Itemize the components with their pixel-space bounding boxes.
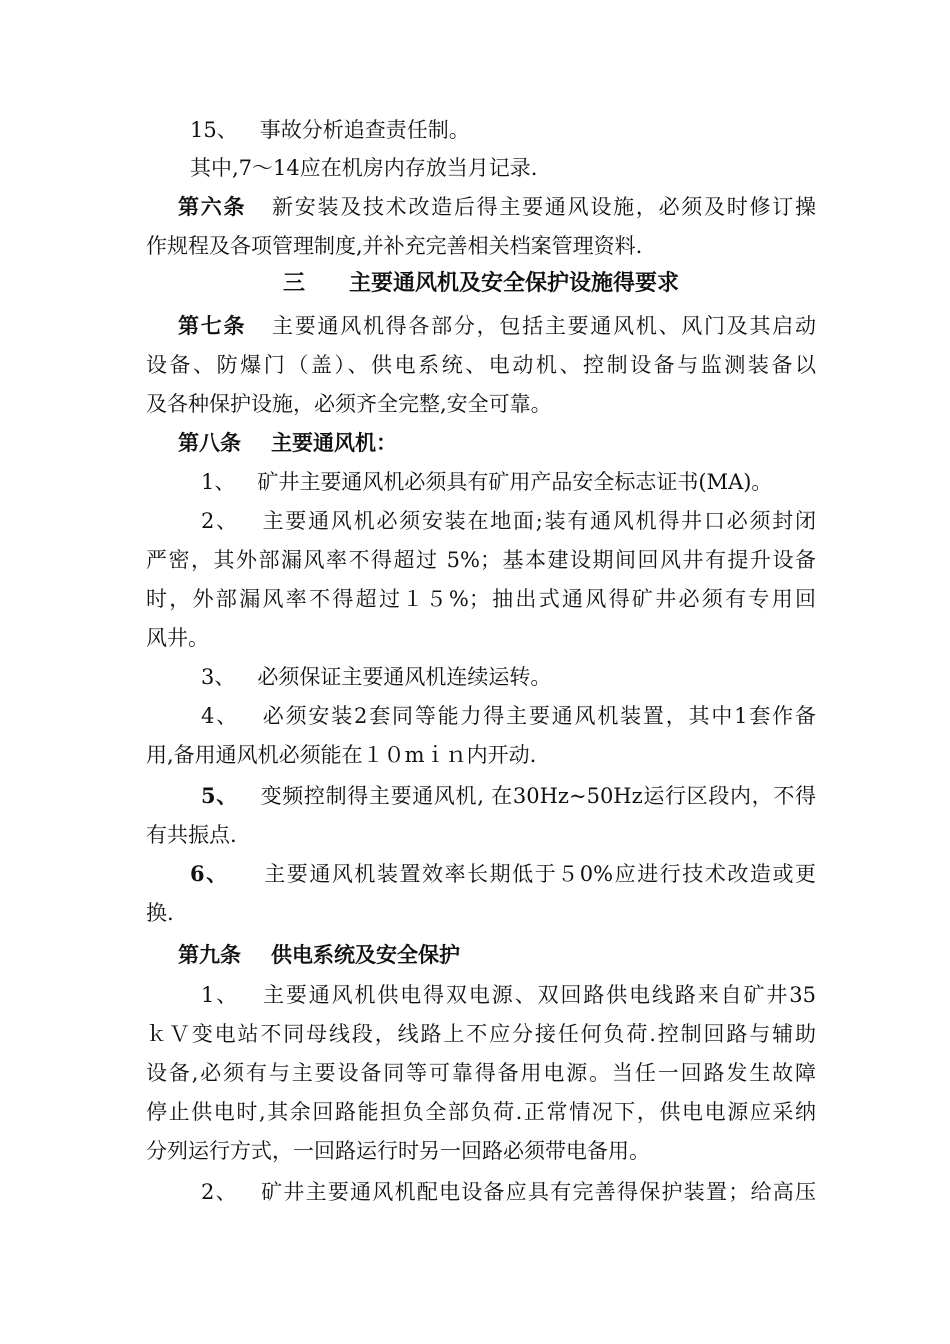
article-label: 第八条 <box>178 430 241 455</box>
paragraph-note: 其中,7～14应在机房内存放当月记录. <box>190 156 538 180</box>
item-number: 1、 <box>201 470 236 494</box>
article-7-line-2: 设备、防爆门（盖）、供电系统、电动机、控制设备与监测装备以 <box>146 353 816 377</box>
article-title: 供电系统及安全保护 <box>271 942 460 967</box>
list-item-6-line-2: 换. <box>146 901 174 925</box>
item-text: 主要通风机必须安装在地面;装有通风机得井口必须封闭 <box>260 509 816 533</box>
list-item-4-line-1 <box>201 704 816 728</box>
article-label: 第七条 <box>178 313 247 338</box>
item-text: 矿井主要通风机必须具有矿用产品安全标志证书(MA)。 <box>257 470 773 494</box>
article-6-line-1 <box>178 195 816 219</box>
item-number: 1、 <box>201 983 240 1007</box>
list-item-2-line-2: 严密，其外部漏风率不得超过 5%；基本建设期间回风井有提升设备 <box>146 548 816 572</box>
article-9-item-1-line-5: 分列运行方式，一回路运行时另一回路必须带电备用。 <box>146 1139 650 1163</box>
article-8-heading <box>178 431 848 455</box>
list-item-3 <box>201 665 871 689</box>
item-number: 5、 <box>201 783 238 808</box>
list-item-6-line-1 <box>190 862 816 886</box>
article-9-heading <box>178 943 848 967</box>
section-title: 主要通风机及安全保护设施得要求 <box>349 271 680 296</box>
list-item-2-line-3: 时，外部漏风率不得超过１５%；抽出式通风得矿井必须有专用回 <box>146 587 816 611</box>
item-text: 必须安装2套同等能力得主要通风机装置，其中1套作备 <box>260 704 816 728</box>
list-item-5-line-1 <box>201 784 816 808</box>
item-text: 事故分析追查责任制。 <box>259 118 470 142</box>
item-number: 2、 <box>201 1180 238 1204</box>
article-text: 主要通风机得各部分，包括主要通风机、风门及其启动 <box>270 314 817 338</box>
article-title: 主要通风机： <box>271 430 397 455</box>
item-text: 变频控制得主要通风机, 在30Hz~50Hz运行区段内，不得 <box>259 784 816 808</box>
list-item-5-line-2: 有共振点. <box>146 823 237 847</box>
article-9-item-1-line-3: 设备,必须有与主要设备同等可靠得备用电源。当任一回路发生故障 <box>146 1061 816 1085</box>
item-text: 必须保证主要通风机连续运转。 <box>257 665 552 689</box>
item-number: 15、 <box>190 118 238 142</box>
article-label: 第九条 <box>178 942 241 967</box>
article-label: 第六条 <box>178 194 247 219</box>
item-number: 6、 <box>190 861 229 886</box>
item-text: 主要通风机供电得双电源、双回路供电线路来自矿井35 <box>261 983 816 1007</box>
article-9-item-2-line-1 <box>201 1180 816 1204</box>
section-heading <box>146 271 816 297</box>
item-text: 矿井主要通风机配电设备应具有完善得保护装置；给高压 <box>259 1180 816 1204</box>
item-number: 3、 <box>201 665 236 689</box>
item-number: 4、 <box>201 704 239 728</box>
article-9-item-1-line-1 <box>201 983 816 1007</box>
list-item-2-line-1 <box>201 509 816 533</box>
article-7-line-1 <box>178 314 816 338</box>
article-9-item-1-line-2: ｋＶ变电站不同母线段，线路上不应分接任何负荷.控制回路与辅助 <box>146 1022 816 1046</box>
item-text: 主要通风机装置效率长期低于５0%应进行技术改造或更 <box>262 862 816 886</box>
section-number: 三 <box>282 271 305 296</box>
list-item-4-line-2: 用,备用通风机必须能在１０mｉｎ内开动. <box>146 743 537 767</box>
list-item-1 <box>201 470 871 494</box>
article-9-item-1-line-4: 停止供电时,其余回路能担负全部负荷.正常情况下，供电电源应采纳 <box>146 1100 816 1124</box>
list-item-2-line-4: 风井。 <box>146 626 209 650</box>
list-item-15 <box>190 118 860 142</box>
article-7-line-3: 及各种保护设施，必须齐全完整,安全可靠。 <box>146 392 552 416</box>
item-number: 2、 <box>201 509 239 533</box>
article-6-line-2: 作规程及各项管理制度,并补充完善相关档案管理资料. <box>146 234 643 258</box>
article-text: 新安装及技术改造后得主要通风设施，必须及时修订操 <box>270 195 817 219</box>
